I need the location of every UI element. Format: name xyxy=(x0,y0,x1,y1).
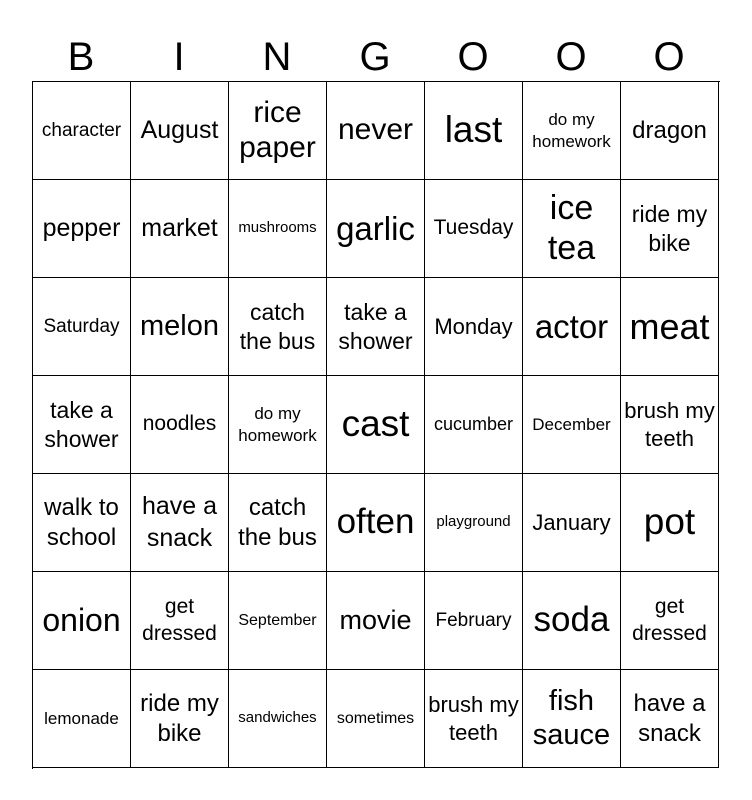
bingo-cell-text: cucumber xyxy=(433,414,514,435)
bingo-cell-text: have a snack xyxy=(633,689,706,747)
bingo-cell-text: playground xyxy=(436,513,511,531)
bingo-cell[interactable] xyxy=(33,180,131,278)
bingo-cell-text: August xyxy=(140,115,219,144)
bingo-header xyxy=(32,32,720,82)
bingo-cell[interactable] xyxy=(229,278,327,376)
bingo-cell-text: character xyxy=(41,119,122,141)
bingo-cell[interactable] xyxy=(131,278,229,376)
header-letter: N xyxy=(262,35,292,79)
bingo-cell[interactable] xyxy=(523,278,621,376)
bingo-cell-text: meat xyxy=(629,305,710,347)
bingo-cell-text: have a snack xyxy=(141,492,218,552)
bingo-cell[interactable] xyxy=(621,278,719,376)
bingo-cell[interactable] xyxy=(621,670,719,768)
bingo-cell-text: September xyxy=(238,611,317,629)
header-letter: O xyxy=(555,35,587,79)
bingo-cell[interactable] xyxy=(523,180,621,278)
bingo-cell[interactable] xyxy=(131,572,229,670)
bingo-cell[interactable] xyxy=(523,670,621,768)
bingo-cell-text: brush my teeth xyxy=(624,398,715,451)
bingo-cell-text: Tuesday xyxy=(433,216,514,240)
bingo-cell[interactable] xyxy=(229,670,327,768)
bingo-cell[interactable] xyxy=(33,572,131,670)
bingo-cell[interactable] xyxy=(425,572,523,670)
bingo-cell-text: December xyxy=(532,414,611,434)
bingo-cell-text: get dressed xyxy=(632,595,707,645)
bingo-cell-text: pepper xyxy=(42,213,121,242)
bingo-cell-text: actor xyxy=(534,307,609,345)
bingo-cell-text: brush my teeth xyxy=(428,692,519,745)
bingo-cell[interactable] xyxy=(621,474,719,572)
bingo-cell-text: Saturday xyxy=(43,315,120,337)
bingo-cell[interactable] xyxy=(229,572,327,670)
bingo-cell-text: Monday xyxy=(434,313,513,339)
header-letter: O xyxy=(457,35,489,79)
bingo-cell[interactable] xyxy=(131,180,229,278)
bingo-cell[interactable] xyxy=(33,278,131,376)
bingo-cell[interactable] xyxy=(327,180,425,278)
bingo-cell[interactable] xyxy=(131,376,229,474)
bingo-cell[interactable] xyxy=(327,474,425,572)
bingo-cell-text: do my homework xyxy=(238,404,317,445)
bingo-cell-text: January xyxy=(532,509,611,535)
bingo-cell-text: fish sauce xyxy=(532,685,611,751)
bingo-cell[interactable] xyxy=(33,82,131,180)
bingo-cell-text: rice paper xyxy=(239,96,316,164)
bingo-cell-text: take a shower xyxy=(44,396,119,452)
bingo-cell-text: garlic xyxy=(336,209,415,247)
bingo-cell-text: onion xyxy=(42,602,121,639)
bingo-cell[interactable] xyxy=(425,82,523,180)
bingo-cell[interactable] xyxy=(327,670,425,768)
bingo-cell[interactable] xyxy=(131,670,229,768)
bingo-cell[interactable] xyxy=(327,376,425,474)
bingo-cell-text: never xyxy=(337,113,414,147)
bingo-cell-text: take a shower xyxy=(338,298,413,354)
bingo-cell-text: lemonade xyxy=(44,708,119,728)
bingo-cell-text: catch the bus xyxy=(238,493,317,551)
bingo-cell[interactable] xyxy=(327,278,425,376)
bingo-cell-text: cast xyxy=(341,403,410,445)
bingo-cell-text: last xyxy=(444,109,503,151)
bingo-cell-text: get dressed xyxy=(142,595,217,645)
bingo-cell-text: do my homework xyxy=(532,110,611,151)
bingo-cell[interactable] xyxy=(621,180,719,278)
header-letter: G xyxy=(359,35,391,79)
header-letter: B xyxy=(67,35,95,79)
bingo-cell-text: sandwiches xyxy=(238,709,317,727)
bingo-cell[interactable] xyxy=(425,474,523,572)
bingo-cell[interactable] xyxy=(229,376,327,474)
bingo-cell[interactable] xyxy=(33,376,131,474)
bingo-cell[interactable] xyxy=(425,180,523,278)
bingo-cell[interactable] xyxy=(523,474,621,572)
bingo-cell-text: soda xyxy=(533,600,610,640)
bingo-cell[interactable] xyxy=(621,82,719,180)
bingo-cell[interactable] xyxy=(229,180,327,278)
bingo-cell-text: sometimes xyxy=(336,709,415,727)
bingo-cell[interactable] xyxy=(523,82,621,180)
bingo-cell[interactable] xyxy=(229,474,327,572)
bingo-cell-text: often xyxy=(336,502,415,542)
header-letter: O xyxy=(653,35,685,79)
bingo-cell-text: catch the bus xyxy=(239,298,316,354)
bingo-cell-text: ride my bike xyxy=(140,689,219,747)
bingo-cell-text: melon xyxy=(140,309,219,342)
bingo-card xyxy=(32,81,720,769)
bingo-cell[interactable] xyxy=(229,82,327,180)
bingo-cell[interactable] xyxy=(425,670,523,768)
bingo-cell[interactable] xyxy=(327,82,425,180)
bingo-cell-text: mushrooms xyxy=(238,219,317,237)
bingo-cell[interactable] xyxy=(33,474,131,572)
bingo-cell-text: February xyxy=(435,609,512,631)
bingo-cell-text: ice tea xyxy=(547,189,596,267)
bingo-cell[interactable] xyxy=(425,278,523,376)
bingo-cell[interactable] xyxy=(131,82,229,180)
bingo-cell[interactable] xyxy=(523,376,621,474)
bingo-cell-text: noodles xyxy=(142,412,217,436)
bingo-cell-text: dragon xyxy=(632,116,707,144)
header-letter: I xyxy=(173,35,185,79)
bingo-cell[interactable] xyxy=(327,572,425,670)
bingo-cell[interactable] xyxy=(33,670,131,768)
bingo-cell-text: pot xyxy=(643,501,696,543)
bingo-cell-text: market xyxy=(141,213,218,242)
bingo-cell-text: movie xyxy=(339,604,412,635)
bingo-cell[interactable] xyxy=(621,376,719,474)
bingo-cell[interactable] xyxy=(523,572,621,670)
bingo-cell-text: ride my bike xyxy=(631,200,708,256)
bingo-cell[interactable] xyxy=(621,572,719,670)
bingo-cell-text: walk to school xyxy=(44,493,119,551)
bingo-cell[interactable] xyxy=(425,376,523,474)
bingo-cell[interactable] xyxy=(131,474,229,572)
